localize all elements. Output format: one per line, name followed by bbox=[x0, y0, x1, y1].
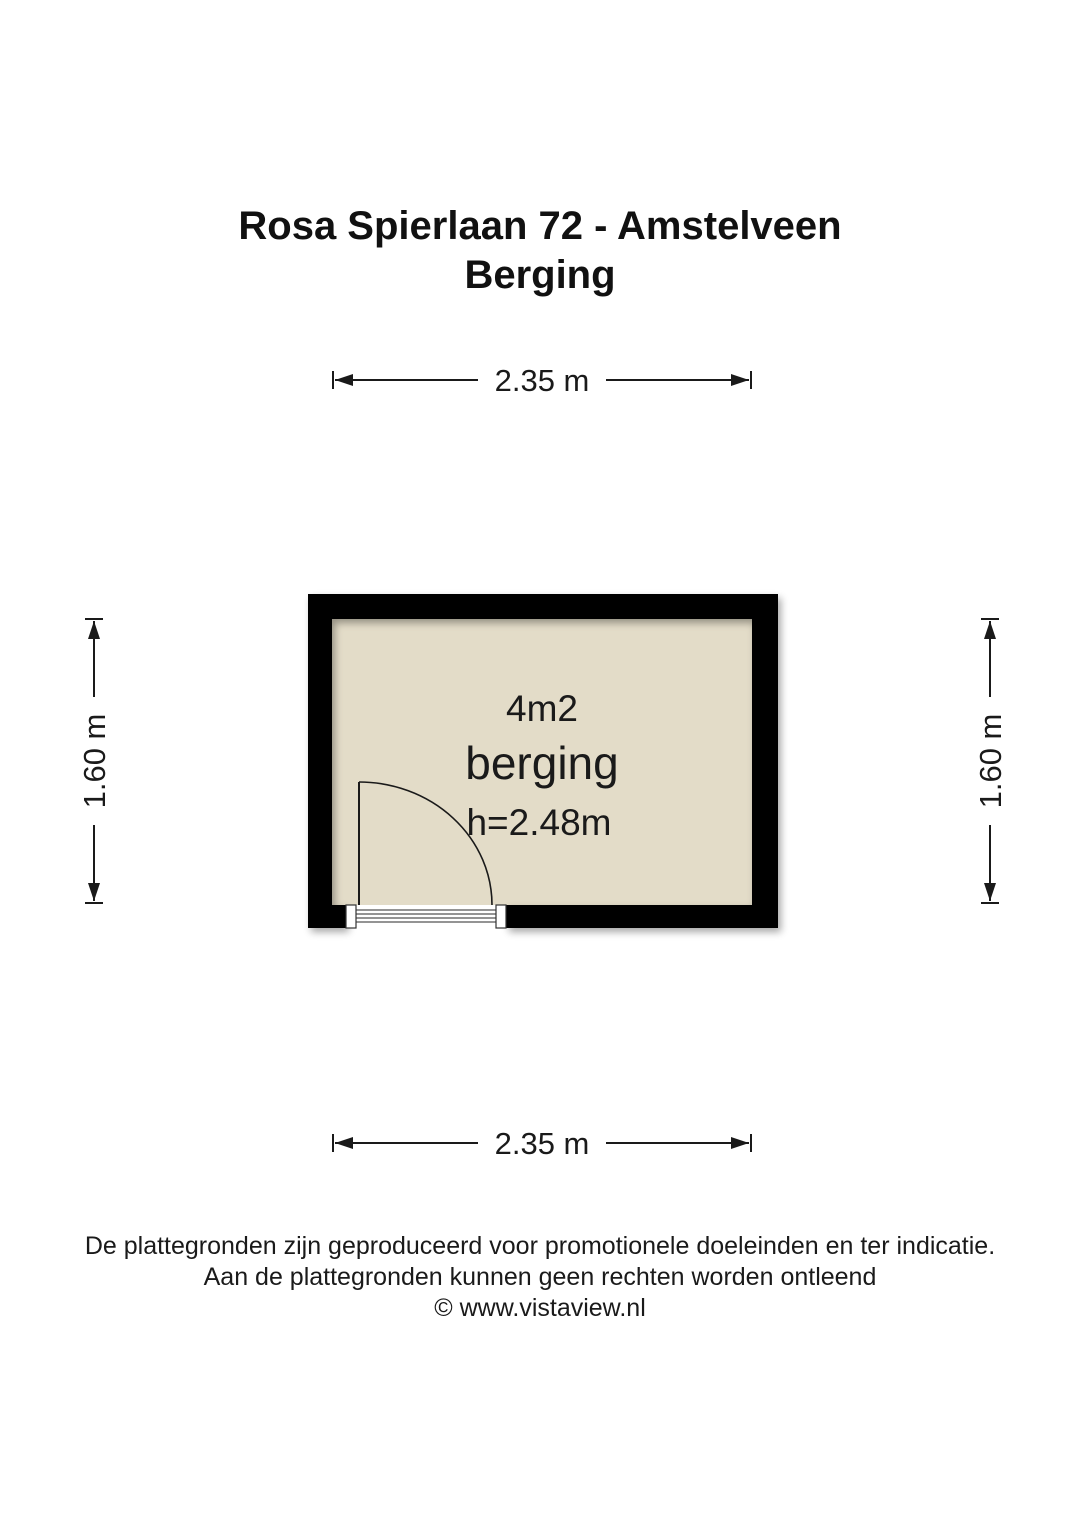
door-opening bbox=[346, 905, 506, 928]
arrowhead-top bbox=[984, 621, 996, 639]
floor-title: Berging bbox=[464, 253, 616, 297]
dimension-label-right: 1.60 m bbox=[973, 713, 1008, 809]
room-name: berging bbox=[465, 737, 619, 789]
wall-right bbox=[752, 594, 778, 928]
arrowhead-right bbox=[731, 1137, 749, 1149]
disclaimer-line-2: Aan de plattegronden kunnen geen rechten worden ontleend bbox=[203, 1263, 877, 1291]
room-area: 4m2 bbox=[506, 688, 578, 729]
wall-top bbox=[308, 594, 778, 619]
dimension-label-left: 1.60 m bbox=[77, 713, 112, 809]
room-height: h=2.48m bbox=[466, 802, 612, 843]
wall-bottom-left bbox=[308, 905, 346, 928]
arrowhead-left bbox=[335, 374, 353, 386]
plan-title: Rosa Spierlaan 72 - Amstelveen bbox=[238, 204, 842, 248]
arrowhead-top bbox=[88, 621, 100, 639]
dimension-label-bottom: 2.35 m bbox=[494, 1126, 590, 1161]
arrowhead-bottom bbox=[88, 883, 100, 901]
arrowhead-bottom bbox=[984, 883, 996, 901]
wall-left bbox=[308, 594, 332, 928]
wall-bottom-right bbox=[506, 905, 778, 928]
disclaimer-line-1: De plattegronden zijn geproduceerd voor promotionele doeleinden en ter indicatie. bbox=[84, 1232, 996, 1260]
arrowhead-left bbox=[335, 1137, 353, 1149]
arrowhead-right bbox=[731, 374, 749, 386]
copyright-line: © www.vistaview.nl bbox=[434, 1294, 646, 1322]
dimension-label-top: 2.35 m bbox=[494, 363, 590, 398]
